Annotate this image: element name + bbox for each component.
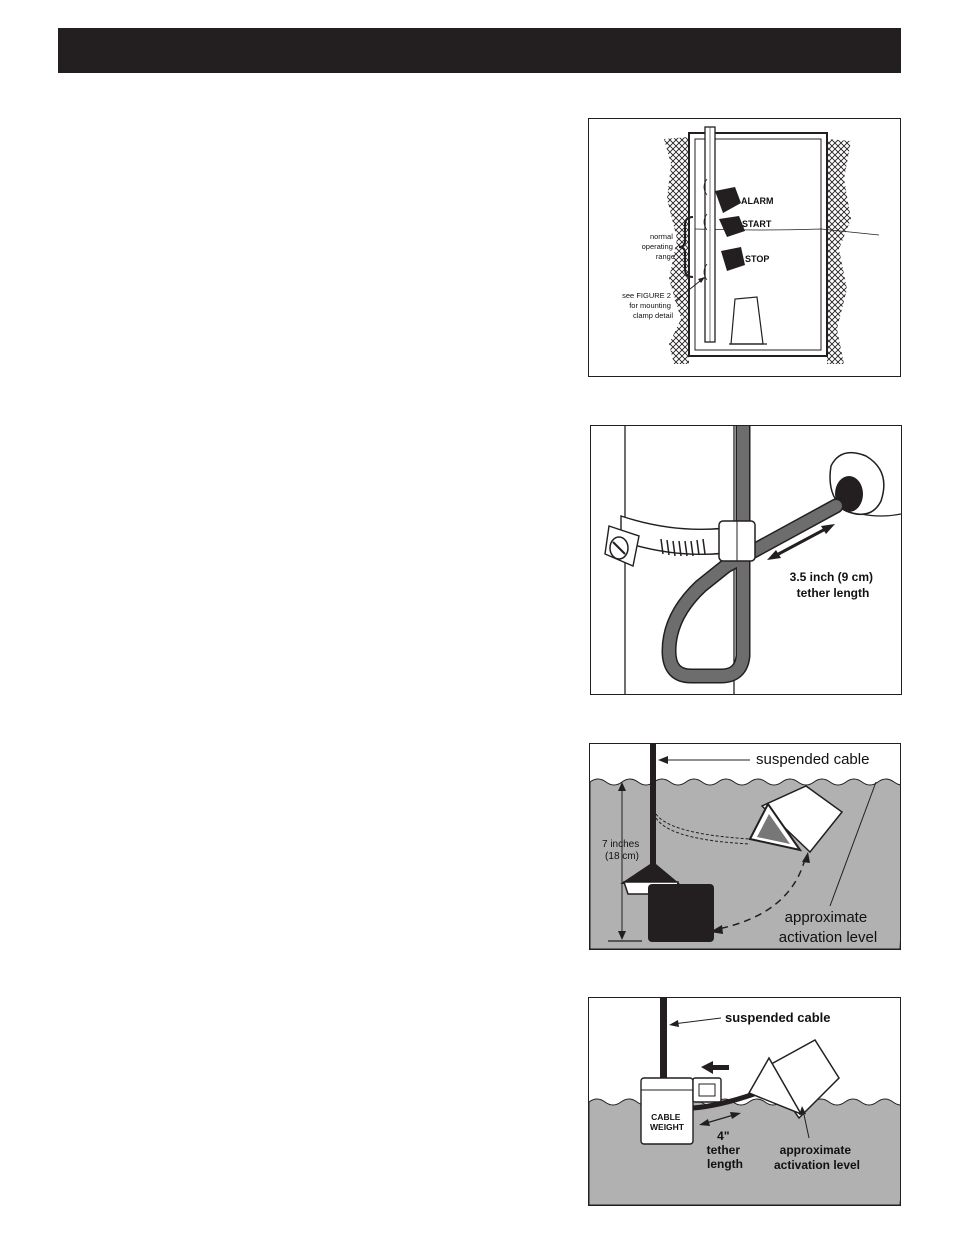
sump-pit-illustration [589,119,900,376]
cable-weight-icon [641,1078,693,1144]
cable-weight-tether-illustration [589,998,900,1205]
figure-suspended-cable [589,743,901,950]
activation-label: approximate activation level [773,1143,861,1172]
start-label: START [742,219,772,229]
suspended-cable [660,998,667,1080]
depth-label: 7 inches (18 cm) [601,839,640,862]
figure-sump-pit [588,118,901,377]
move-arrow-icon [701,1061,729,1074]
suspended-cable-illustration [590,744,900,949]
cable-weight-label: CABLE WEIGHT [650,1112,684,1132]
range-label: normal operating range [641,232,675,261]
tether-length-label: 4" tether length [706,1129,743,1171]
ground-right [827,139,851,364]
activation-label: approximate activation level [778,909,878,946]
see-figure-note: see FIGURE 2 for mounting clamp detail [622,291,673,320]
cable-label: suspended cable [756,751,870,768]
suspended-cable [650,744,656,874]
pump-icon [731,297,763,344]
figure-mounting-clamp [590,425,902,695]
tether-length-label: 3.5 inch (9 cm) tether length [789,570,874,600]
stop-label: STOP [745,254,770,264]
page-header-bar [58,28,901,73]
cable-label: suspended cable [725,1010,831,1025]
alarm-label: ALARM [741,196,774,206]
mounting-clamp-illustration [591,426,901,694]
figure-cable-weight-tether [588,997,901,1206]
tether-clip [693,1078,721,1102]
